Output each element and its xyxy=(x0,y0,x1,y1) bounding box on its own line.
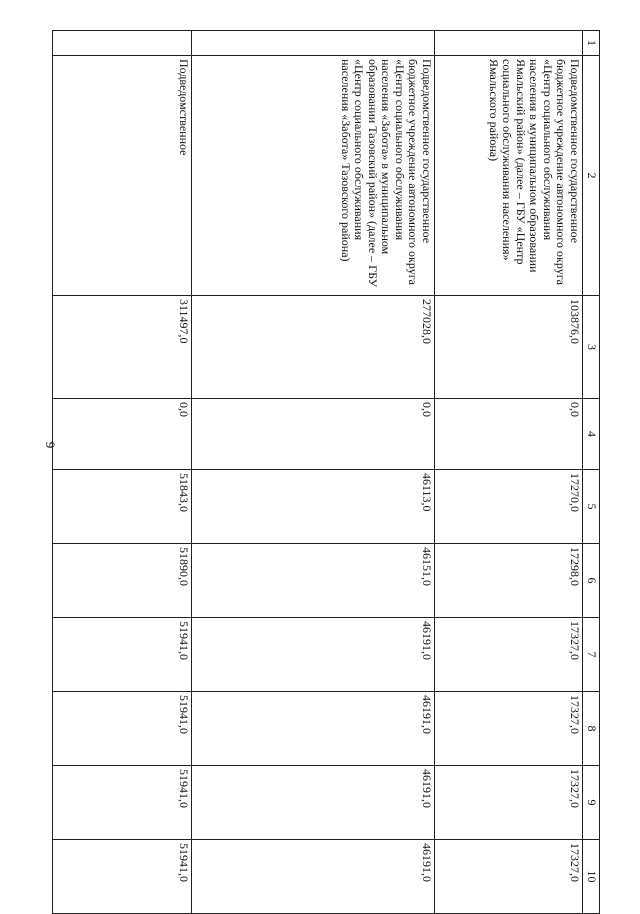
value-cell-5: 51843,0 xyxy=(53,470,192,544)
header-cell-5: 5 xyxy=(583,470,600,544)
value-cell-3: 311497,0 xyxy=(53,296,192,399)
row-number-cell xyxy=(435,31,583,56)
value-cell-10: 51941,0 xyxy=(53,840,192,914)
value-cell-8: 51941,0 xyxy=(53,692,192,766)
value-cell-8: 46191,0 xyxy=(192,692,435,766)
header-cell-9: 9 xyxy=(583,766,600,840)
value-cell-5: 17270,0 xyxy=(435,470,583,544)
header-cell-1: 1 xyxy=(583,31,600,56)
value-cell-10: 17327,0 xyxy=(435,840,583,914)
value-cell-7: 51941,0 xyxy=(53,618,192,692)
header-cell-3: 3 xyxy=(583,296,600,399)
row-number-cell xyxy=(192,31,435,56)
value-cell-9: 46191,0 xyxy=(192,766,435,840)
value-cell-8: 17327,0 xyxy=(435,692,583,766)
row-number-cell xyxy=(53,31,192,56)
header-cell-4: 4 xyxy=(583,399,600,470)
value-cell-3: 103876,0 xyxy=(435,296,583,399)
organization-name-cell: Подведомственное государственное бюджетное учреждение автономного округа «Центр социального обслуживания населения в муниципальном образовании Ямальский район» (далее – ГБУ «Центр социального обслуживания населения» Ямальского района) xyxy=(435,56,583,296)
value-cell-4: 0,0 xyxy=(53,399,192,470)
value-cell-7: 17327,0 xyxy=(435,618,583,692)
table-row xyxy=(435,31,583,914)
value-cell-6: 17298,0 xyxy=(435,544,583,618)
budget-table xyxy=(52,30,600,914)
organization-name-cell: Подведомственное государственное бюджетное учреждение автономного округа «Центр социального обслуживания населения «Забота» в муниципальном образовании Тазовский район» (далее – ГБУ «Центр социального обслуживания населения «Забота» Тазовского района) xyxy=(192,56,435,296)
table-row xyxy=(192,31,435,914)
value-cell-7: 46191,0 xyxy=(192,618,435,692)
header-cell-6: 6 xyxy=(583,544,600,618)
value-cell-5: 46113,0 xyxy=(192,470,435,544)
header-cell-2: 2 xyxy=(583,56,600,296)
rotated-table-page xyxy=(52,30,600,883)
header-cell-8: 8 xyxy=(583,692,600,766)
value-cell-3: 277028,0 xyxy=(192,296,435,399)
value-cell-9: 17327,0 xyxy=(435,766,583,840)
page-number: 9 xyxy=(43,441,58,449)
value-cell-9: 51941,0 xyxy=(53,766,192,840)
value-cell-4: 0,0 xyxy=(192,399,435,470)
value-cell-6: 51890,0 xyxy=(53,544,192,618)
header-cell-7: 7 xyxy=(583,618,600,692)
header-row xyxy=(583,31,600,914)
value-cell-10: 46191,0 xyxy=(192,840,435,914)
organization-name-cell: Подведомственное xyxy=(53,56,192,296)
value-cell-6: 46151,0 xyxy=(192,544,435,618)
value-cell-4: 0,0 xyxy=(435,399,583,470)
table-row xyxy=(53,31,192,914)
header-cell-10: 10 xyxy=(583,840,600,914)
